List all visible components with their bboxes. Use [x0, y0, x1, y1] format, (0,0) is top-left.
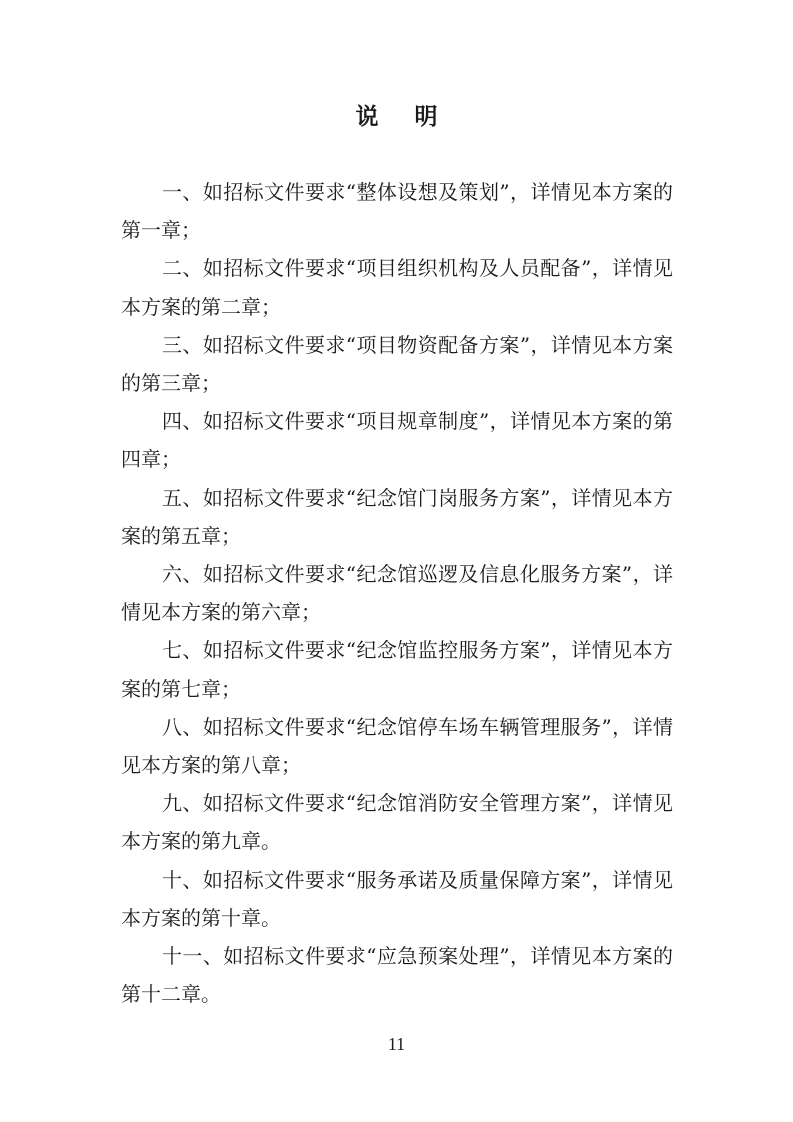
page-number: 11: [387, 1034, 406, 1054]
paragraph-4: 四、如招标文件要求“项目规章制度”，详情见本方案的第四章；: [121, 409, 673, 472]
paragraph-5: 五、如招标文件要求“纪念馆门岗服务方案”，详情见本方案的第五章；: [121, 485, 673, 548]
paragraph-6: 六、如招标文件要求“纪念馆巡逻及信息化服务方案”，详情见本方案的第六章；: [121, 562, 673, 625]
page-title: 说 明: [355, 103, 452, 130]
paragraph-10: 十、如招标文件要求“服务承诺及质量保障方案”，详情见本方案的第十章。: [121, 867, 673, 930]
paragraph-1: 一、如招标文件要求“整体设想及策划”，详情见本方案的第一章；: [121, 180, 673, 243]
paragraph-8: 八、如招标文件要求“纪念馆停车场车辆管理服务”，详情见本方案的第八章；: [121, 714, 673, 778]
paragraph-2: 二、如招标文件要求“项目组织机构及人员配备”，详情见本方案的第二章；: [121, 256, 673, 319]
paragraph-9: 九、如招标文件要求“纪念馆消防安全管理方案”，详情见本方案的第九章。: [121, 791, 673, 854]
paragraph-3: 三、如招标文件要求“项目物资配备方案”，详情见本方案的第三章；: [121, 332, 673, 396]
paragraph-7: 七、如招标文件要求“纪念馆监控服务方案”，详情见本方案的第七章；: [121, 638, 673, 701]
paragraph-11: 十一、如招标文件要求“应急预案处理”，详情见本方案的第十二章。: [121, 944, 673, 1007]
document-body: [121, 173, 673, 1013]
